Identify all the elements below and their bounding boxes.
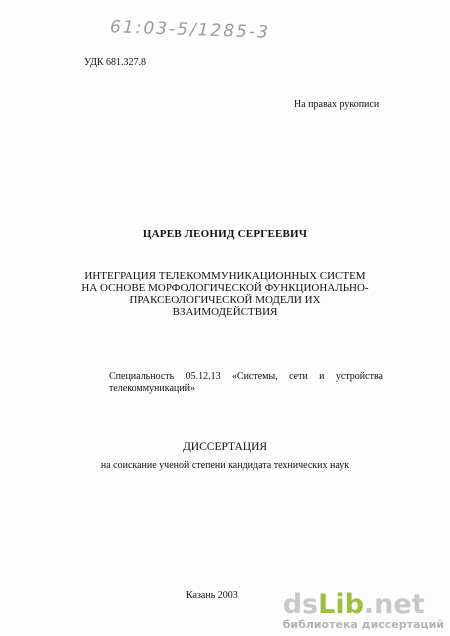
specialty-line-2: телекоммуникаций» <box>109 383 195 394</box>
rights-note: На правах рукописи <box>294 99 380 110</box>
specialty-word: устройства <box>335 371 383 382</box>
title-line: ВЗАИМОДЕЙСТВИЯ <box>172 306 278 318</box>
specialty-word: сети <box>289 371 308 382</box>
title-line: ПРАКСЕОЛОГИЧЕСКОЙ МОДЕЛИ ИХ <box>129 294 321 306</box>
specialty-word: Специальность <box>109 371 175 382</box>
specialty-word: и <box>319 371 325 382</box>
title-line: ИНТЕГРАЦИЯ ТЕЛЕКОММУНИКАЦИОННЫХ СИСТЕМ <box>84 270 366 282</box>
dissertation-label: ДИССЕРТАЦИЯ <box>182 441 268 453</box>
specialty-word: «Системы, <box>231 371 278 382</box>
dissertation-title <box>0 270 450 318</box>
dslib-tagline: библиотека диссертаций <box>282 618 444 631</box>
dslib-watermark[interactable] <box>283 590 444 631</box>
udk-code: УДК 681.327.8 <box>84 57 147 68</box>
handwritten-archive-note: 61:03-5/1285-3 <box>109 17 271 43</box>
specialty-code: 05.12.13 <box>185 371 221 382</box>
degree-line: на соискание ученой степени кандидата технических наук <box>100 460 350 471</box>
title-line: НА ОСНОВЕ МОРФОЛОГИЧЕСКОЙ ФУНКЦИОНАЛЬНО- <box>81 282 369 294</box>
dslib-logo: dsLib.net <box>282 589 425 620</box>
author-name: ЦАРЕВ ЛЕОНИД СЕРГЕЕВИЧ <box>142 228 308 240</box>
specialty-block <box>109 371 383 395</box>
specialty-line-1 <box>109 371 383 383</box>
city-year: Казань 2003 <box>186 590 238 601</box>
